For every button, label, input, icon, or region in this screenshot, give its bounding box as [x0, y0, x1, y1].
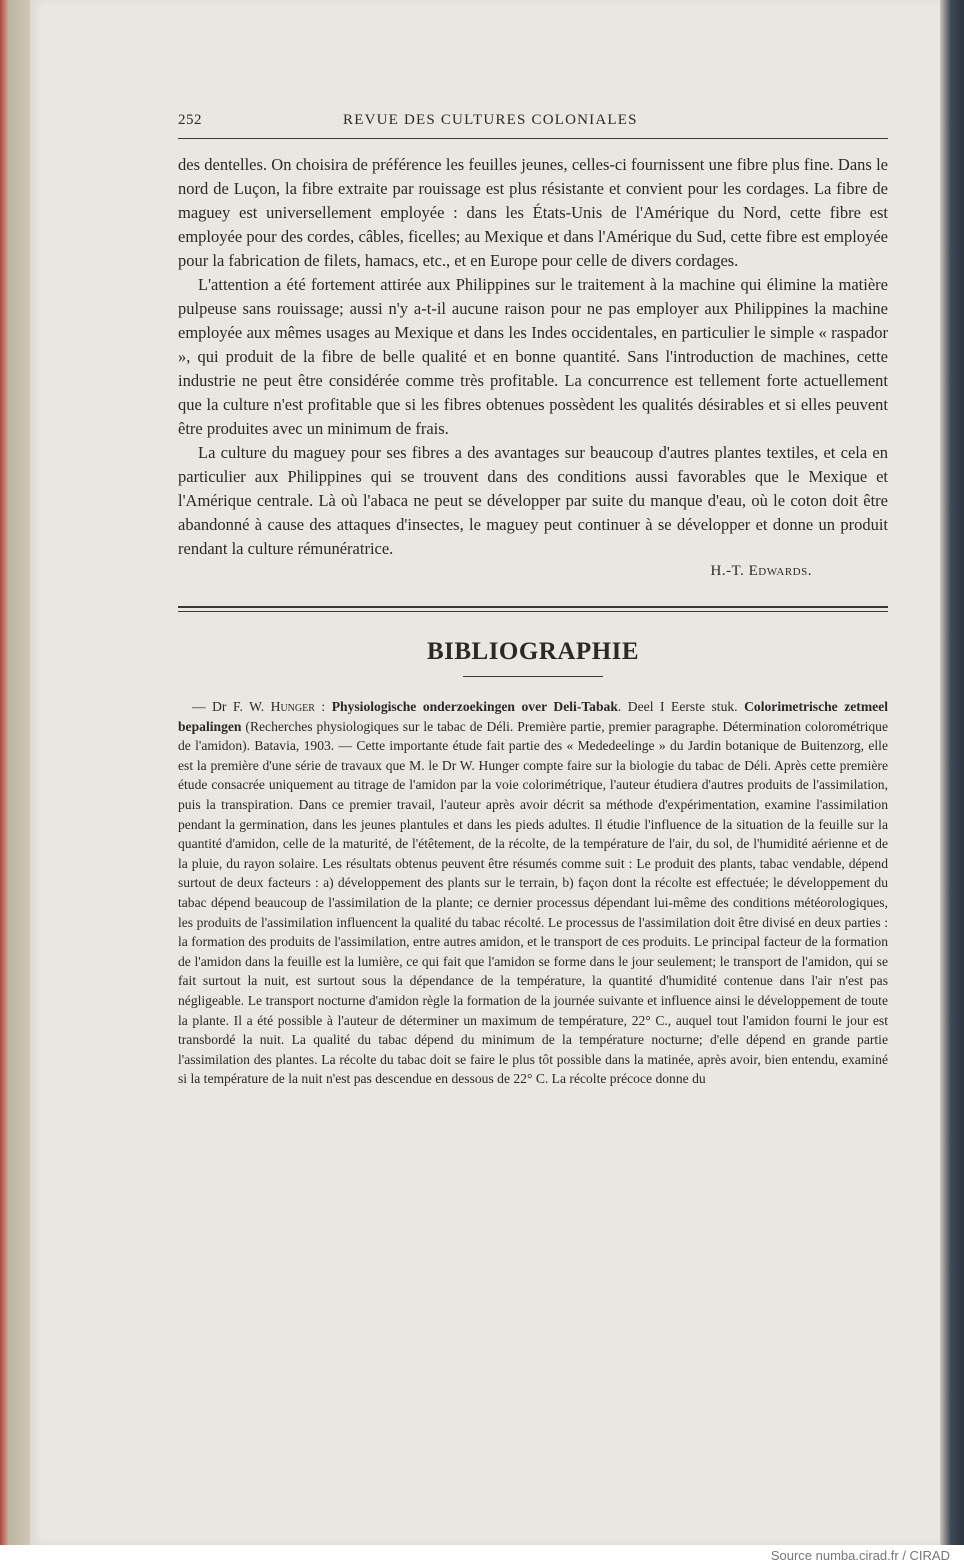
article-paragraph-1: des dentelles. On choisira de préférence les feuilles jeunes, celles-ci fournissent une fibre plus fine. Dans le nord de Luçon, la fibre extraite par rouissage est plus résistante et convient pour les cordages. La fibre de maguey est universellement employée : dans les États-Unis de l'Amérique du Nord, cette fibre est employée pour des cordes, câbles, ficelles; au Mexique et dans l'Amérique du Sud, cette fibre est employée pour la fabrication de filets, hamacs, etc., et en Europe pour celle de divers cordages. — [178, 155, 888, 270]
bibliography-paragraph — [178, 697, 888, 1089]
page-number: 252 — [178, 112, 202, 128]
source-credit: Source numba.cirad.fr / CIRAD — [770, 1548, 950, 1563]
entry-title: Physiologische onderzoekingen over Deli-Tabak — [331, 699, 618, 714]
entry-part: . Deel I Eerste stuk. — [617, 699, 745, 714]
entry-body: (Recherches physiologiques sur le tabac de Déli. Première partie, premier paragraphe. Détermination colorométrique de l'amidon). Batavia, 1903. — Cette importante étude fait partie des « Mededeelinge » du Jardin botanique de Buitenzorg, elle est la première d'une série de travaux que M. le Dr W. Hunger compte faire sur la biologie du tabac de Déli. Après cette première étude consacrée uniquement au titrage de l'amidon par la voie colorimétrique, l'auteur étudiera d'autres produits de l'assimilation, puis la transpiration. Dans ce premier travail, l'auteur après avoir décrit sa méthode d'expérimentation, examine l'assimilation pendant la germination, dans les jeunes plantules et dans les pieds adultes. Il étudie l'influence de la situation de la feuille sur la quantité d'amidon, celle de la maturité, de l'étêtement, de la récolte, de la température de l'air, du sol, de l'humidité aérienne et de la pluie, du rayon solaire. Les résultats obtenus peuvent être résumés comme suit : Le produit des plants, tabac vendable, dépend surtout de deux facteurs : a) développement des plants sur le terrain, b) façon dont la récolte est effectuée; le développement du tabac dépend beaucoup de l'assimilation de la plante; ce dernier processus dépendant lui-même des conditions météorologiques, les produits de l'assimilation influencent la qualité du tabac récolté. Le processus de l'assimilation doit être divisé en deux parties : la formation des produits de l'assimilation, entre autres amidon, et le transport de ces produits. Le principal facteur de la formation de l'amidon dans la feuille est la lumière, ce qui fait que l'amidon se forme dans le jour seulement; le transport de l'amidon, qui se fait surtout la nuit, est surtout sous la dépendance de la température, la quantité d'humidité contenue dans l'air n'est pas négligeable. Le transport nocturne d'amidon règle la formation de la journée suivante et influence ainsi le développement de toute la plante. Il a été possible à l'auteur de déterminer un maximum de température, 22° C., auquel tout l'amidon fourni le jour est transbordé la nuit. La qualité du tabac dépend du minimum de la température nocturne; d'elle dépend en grande partie l'assimilation des plantes. La récolte du tabac doit se faire le plus tôt possible dans la matinée, après avoir, bien entendu, examiné si la température de la nuit n'est pas descendue en dessous de 22° C. La récolte précoce donne du — [178, 718, 888, 1087]
book-binding-left — [0, 0, 8, 1545]
bibliography-entry — [178, 697, 888, 1089]
page-content — [178, 108, 888, 1089]
article-paragraph-3: La culture du maguey pour ses fibres a des avantages sur beaucoup d'autres plantes textiles, et cela en particulier aux Philippines qui se trouvent dans des conditions aussi favorables que le Mexique et l'Amérique centrale. Là où l'abaca ne peut se développer par suite du manque d'eau, où le coton doit être abandonné à cause des attaques d'insectes, le maguey peut continuer à se développer et donne un produit rendant la culture rémunératrice. — [178, 443, 888, 558]
entry-prefix: — Dr F. W. — [192, 699, 271, 714]
book-binding-right — [940, 0, 964, 1545]
article-body — [178, 153, 888, 561]
entry-author: Hunger — [270, 699, 315, 714]
running-title: REVUE DES CULTURES COLONIALES — [343, 112, 638, 128]
entry-separator: : — [314, 699, 332, 714]
bibliography-title: BIBLIOGRAPHIE — [426, 638, 640, 665]
signature-name: Edwards. — [748, 563, 812, 579]
entry-subtitle: Colorimetrische zetmeel bepalingen — [178, 699, 889, 734]
page-gutter — [8, 0, 30, 1545]
section-divider — [178, 606, 888, 612]
title-underline — [463, 676, 603, 677]
running-header — [178, 108, 888, 139]
author-signature — [178, 563, 888, 580]
signature-initials: H.-T. — [710, 563, 749, 579]
article-paragraph-2: L'attention a été fortement attirée aux Philippines sur le traitement à la machine qui élimine la matière pulpeuse sans rouissage; aussi n'y a-t-il aucune raison pour ne pas employer aux Philippines la machine employée aux mêmes usages au Mexique et dans les Indes occidentales, en particulier le simple « raspador », qui produit de la fibre de belle qualité et en bonne quantité. Sans l'introduction de machines, cette industrie ne peut être considérée comme très profitable. La concurrence est tellement forte actuellement que la culture n'est profitable que si les fibres obtenues possèdent les qualités désirables et si elles peuvent être produites avec un minimum de frais. — [178, 275, 888, 438]
